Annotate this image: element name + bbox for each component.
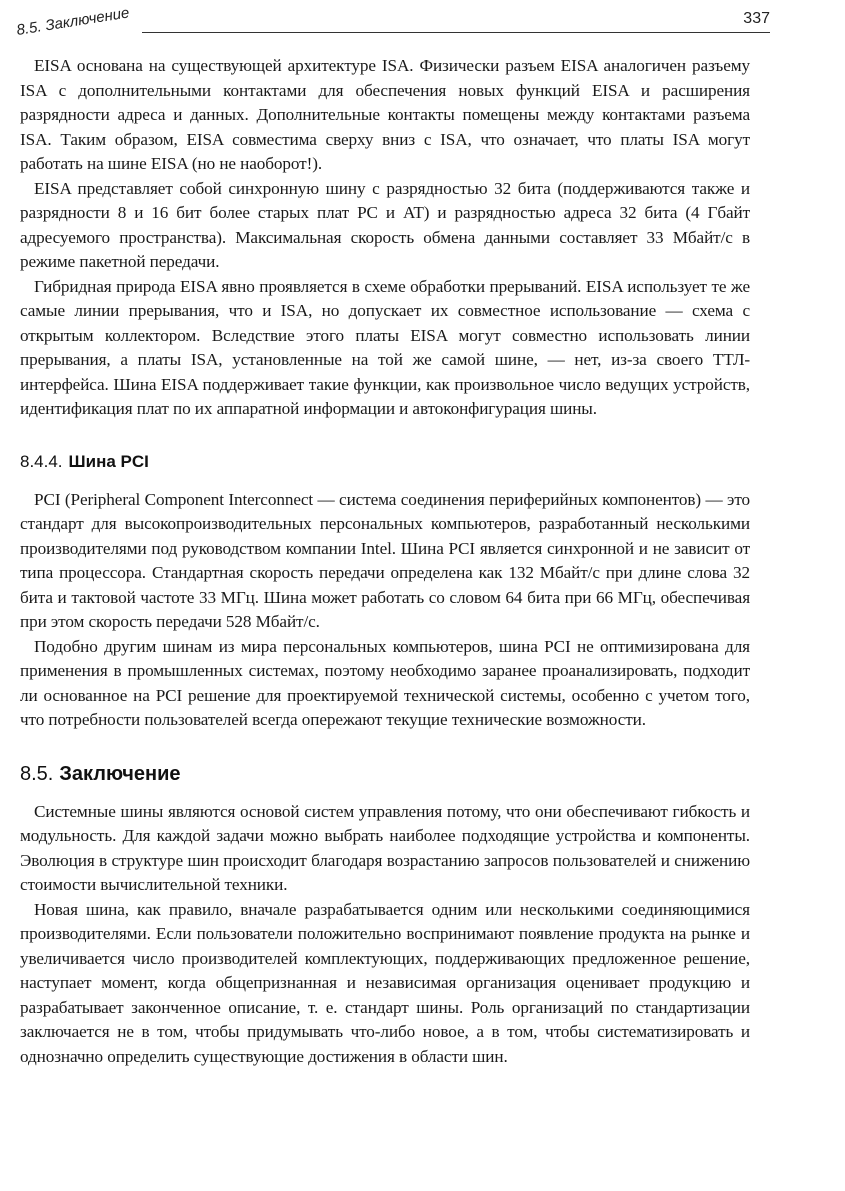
section-pci bbox=[20, 452, 750, 733]
subsection-heading bbox=[20, 452, 750, 472]
page-number: 337 bbox=[743, 10, 770, 27]
section-heading bbox=[20, 763, 750, 786]
paragraph: Новая шина, как правило, вначале разрабатывается одним или несколькими соединяющимися производителями. Если пользователи положительно воспринимают появление продукта на рынке и увеличивается число производителей комплектующих, поддерживающих предложенное решение, наступает момент, когда общепризнанная и независимая организация оценивает продукцию и разрабатывает законченное описание, т. е. стандарт шины. Роль организаций по стандартизации заключается не в том, чтобы придумывать что-либо новое, а в том, чтобы систематизировать и однозначно определить существующие достижения в области шин. bbox=[20, 899, 750, 1066]
running-head bbox=[14, 4, 770, 46]
section-eisa-continued bbox=[20, 54, 750, 422]
heading-number: 8.5. bbox=[20, 762, 54, 785]
section-conclusion bbox=[20, 763, 750, 1070]
heading-number: 8.4.4. bbox=[20, 451, 63, 471]
running-title: 8.5. Заключение bbox=[15, 4, 131, 39]
paragraph: EISA представляет собой синхронную шину с разрядностью 32 бита (поддерживаются также и разрядности 8 и 16 бит более старых плат PC и AT) и разрядностью адреса 32 бита (4 Гбайт адресуемого пространства). Максимальная скорость обмена данными составляет 33 Мбайт/с в режиме пакетной передачи. bbox=[20, 178, 750, 271]
paragraph: PCI (Peripheral Component Interconnect — система соединения периферийных компонентов) — это стандарт для высокопроизводительных персональных компьютеров, разработанный несколькими производителями под руководством компании Intel. Шина PCI является синхронной и не зависит от типа процессора. Стандартная скорость передачи определена как 132 Мбайт/с при длине слова 32 бита и тактовой частоте 33 МГц. Шина может работать со словом 64 бита при 66 МГц, обеспечивая при этом скорость передачи 528 Мбайт/с. bbox=[20, 489, 750, 631]
heading-title: Шина PCI bbox=[68, 451, 149, 471]
heading-title: Заключение bbox=[59, 762, 181, 785]
paragraph: Гибридная природа EISA явно проявляется в схеме обработки прерываний. EISA использует те же самые линии прерывания, что и ISA, но допускает их совместное использование — схема с открытым коллектором. Вследствие этого платы EISA могут совместно использовать линии прерывания, а платы ISA, установленные на той же самой шине, — нет, из-за своего ТТЛ-интерфейса. Шина EISA поддерживает такие функции, как произвольное число ведущих устройств, идентификация плат по их аппаратной информации и автоконфигурация шины. bbox=[20, 276, 750, 418]
header-rule bbox=[142, 32, 770, 33]
paragraph: Подобно другим шинам из мира персональных компьютеров, шина PCI не оптимизирована для применения в промышленных системах, поэтому необходимо заранее проанализировать, подходит ли основанное на PCI решение для проектируемой технической системы, особенно с учетом того, что потребности пользователей всегда опережают текущие технические возможности. bbox=[20, 636, 750, 729]
paragraph: EISA основана на существующей архитектуре ISA. Физически разъем EISA аналогичен разъему ISA с дополнительными контактами для обеспечения новых функций EISA и расширения разрядности адреса и данных. Дополнительные контакты помещены между контактами разъема ISA. Таким образом, EISA совместима сверху вниз с ISA, что означает, что платы ISA могут работать на шине EISA (но не наоборот!). bbox=[20, 56, 750, 173]
paragraph: Системные шины являются основой систем управления потому, что они обеспечивают гибкость и модульность. Для каждой задачи можно выбрать наиболее подходящие устройства и компоненты. Эволюция в структуре шин происходит благодаря возрастанию запросов пользователей и снижению стоимости вычислительной техники. bbox=[20, 801, 750, 894]
page-body bbox=[20, 54, 750, 1069]
